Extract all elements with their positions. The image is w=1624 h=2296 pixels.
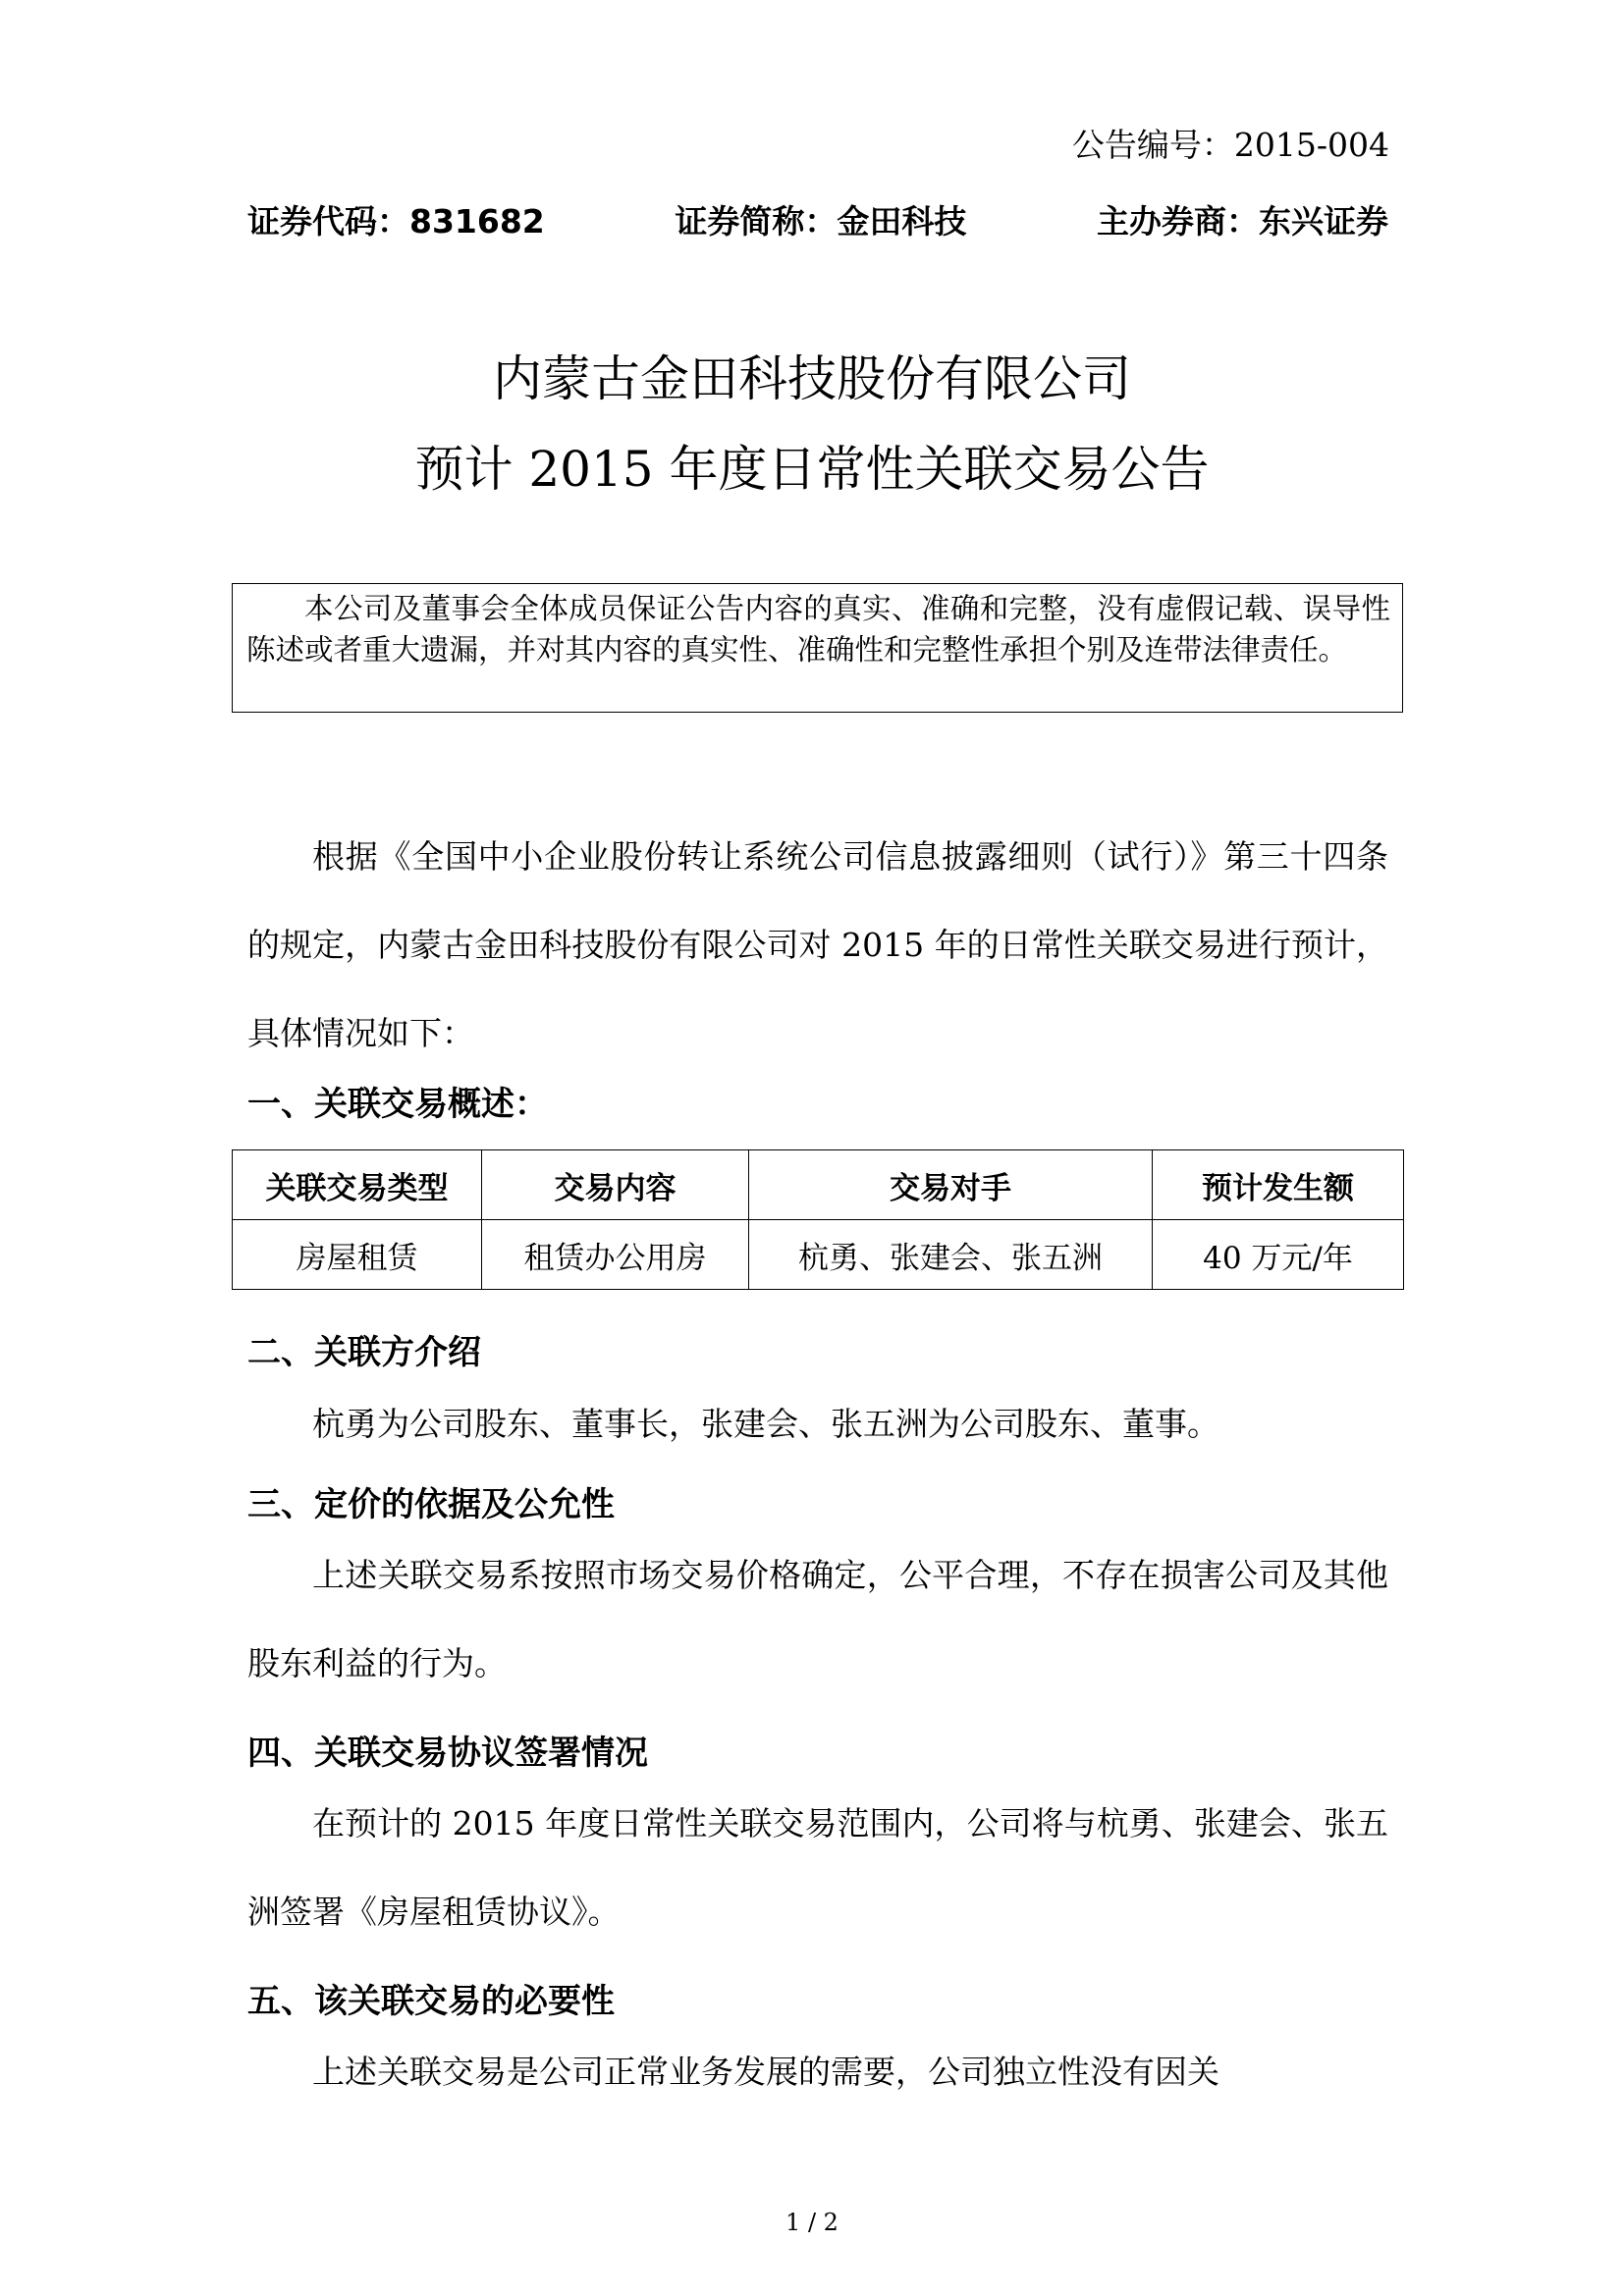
table-row [233,1220,1404,1290]
intro-paragraph: 根据《全国中小企业股份转让系统公司信息披露细则（试行）》第三十四条的规定，内蒙古金田科技股份有限公司对 2015 年的日常性关联交易进行预计，具体情况如下： [247,837,1388,1052]
document-title-line2: 预计 2015 年度日常性关联交易公告 [414,441,1210,498]
security-info-row [247,196,1388,242]
security-name: 证券简称：金田科技 [675,202,967,240]
table-cell: 房屋租赁 [233,1220,482,1290]
section-body-related-parties: 杭勇为公司股东、董事长，张建会、张五洲为公司股东、董事。 [312,1405,1219,1443]
table-header-cell: 预计发生额 [1153,1150,1404,1220]
related-transaction-table [232,1149,1404,1290]
sponsor-broker: 主办券商：东兴证券 [1097,202,1388,240]
section-heading-related-parties: 二、关联方介绍 [247,1333,481,1372]
table-header-cell: 交易对手 [749,1150,1153,1220]
table-cell: 租赁办公用房 [482,1220,749,1290]
board-guarantee-notice: 本公司及董事会全体成员保证公告内容的真实、准确和完整，没有虚假记载、误导性陈述或者重大遗漏，并对其内容的真实性、准确性和完整性承担个别及连带法律责任。 [232,583,1403,713]
announcement-number: 公告编号：2015-004 [1071,126,1389,164]
section-body-agreement: 在预计的 2015 年度日常性关联交易范围内，公司将与杭勇、张建会、张五洲签署《房屋租赁协议》。 [247,1804,1388,1931]
section-body-necessity: 上述关联交易是公司正常业务发展的需要，公司独立性没有因关 [312,2053,1219,2091]
table-header-row [233,1150,1404,1220]
table-cell: 40 万元/年 [1153,1220,1404,1290]
section-heading-pricing: 三、定价的依据及公允性 [247,1485,615,1524]
table-cell: 杭勇、张建会、张五洲 [749,1220,1153,1290]
table-header-cell: 交易内容 [482,1150,749,1220]
document-title-line1: 内蒙古金田科技股份有限公司 [493,350,1131,407]
section-heading-overview: 一、关联交易概述： [247,1085,548,1124]
section-heading-necessity: 五、该关联交易的必要性 [247,1982,615,2021]
security-code: 证券代码：831682 [247,202,545,240]
section-body-pricing: 上述关联交易系按照市场交易价格确定，公平合理，不存在损害公司及其他股东利益的行为。 [247,1556,1388,1682]
page-number: 1 / 2 [785,2209,839,2236]
table-header-cell: 关联交易类型 [233,1150,482,1220]
section-heading-agreement: 四、关联交易协议签署情况 [247,1734,648,1773]
